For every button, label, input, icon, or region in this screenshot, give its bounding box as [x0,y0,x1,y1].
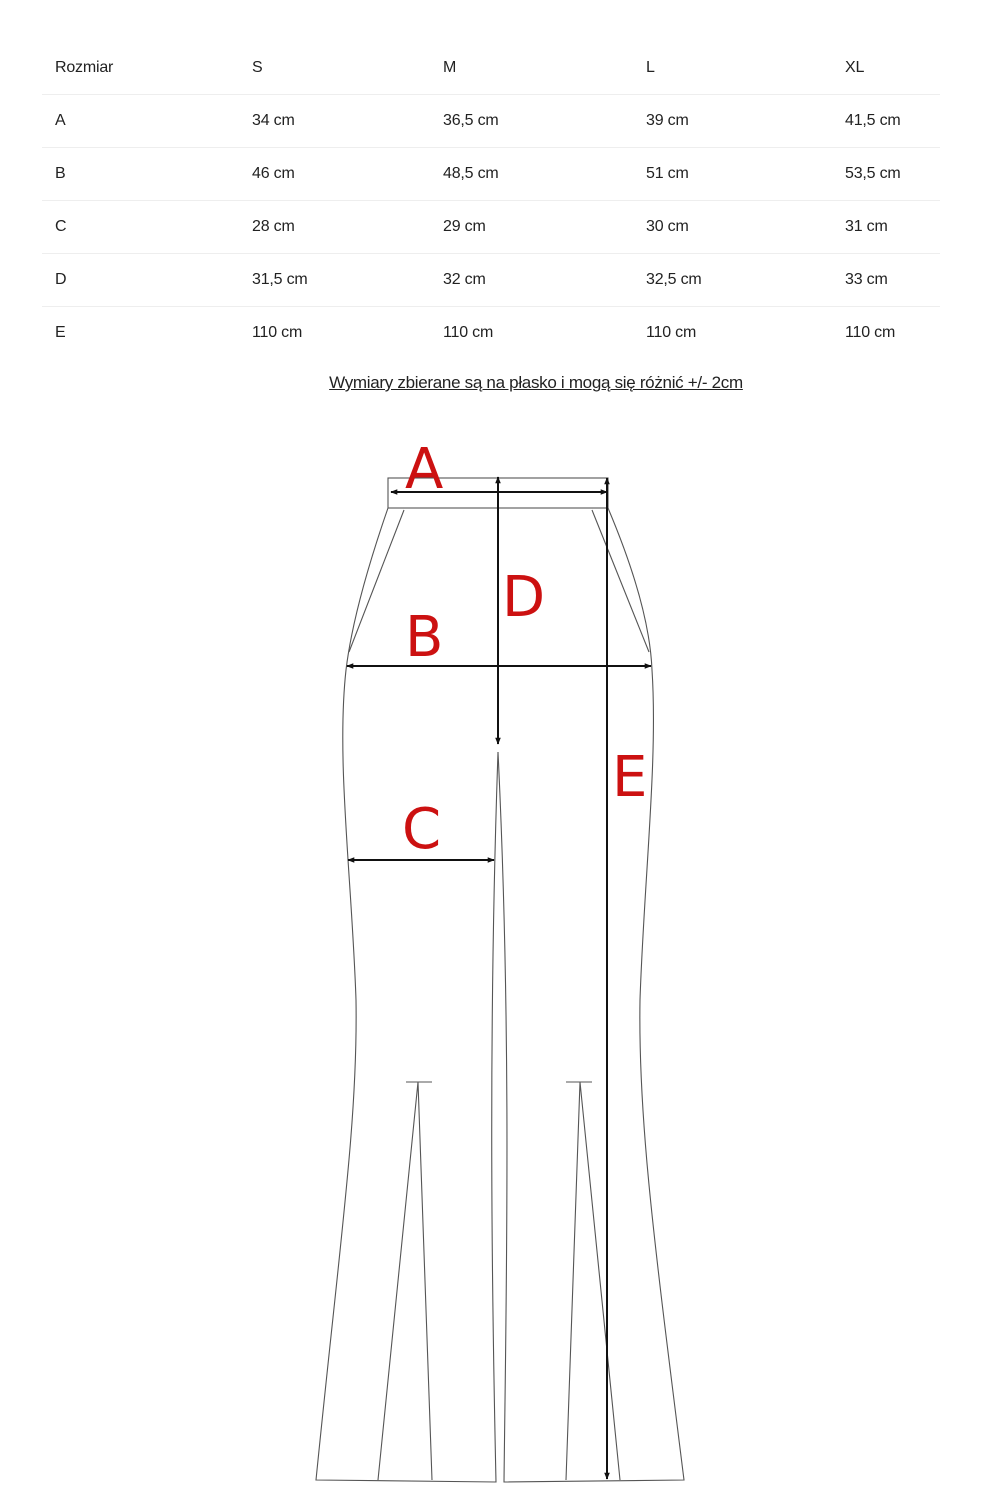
table-cell: 110 cm [443,324,494,341]
table-cell: 51 cm [633,148,832,201]
left-pocket [349,510,404,652]
table-cell: 31 cm [832,201,940,254]
table-cell: 32,5 cm [633,254,832,307]
table-cell: 53,5 cm [832,148,940,201]
table-cell: A [42,95,239,148]
measure-c-label: C [402,797,442,862]
table-cell: 31,5 cm [239,254,430,307]
header-cell: XL [832,42,940,95]
table-cell: C [42,201,239,254]
measurement-note: Wymiary zbierane są na płasko i mogą się różnić +/- 2cm [329,373,743,392]
table-cell: 34 cm [239,95,430,148]
right-pocket [592,510,649,652]
left-slit [378,1082,432,1480]
table-cell: 36,5 cm [430,95,633,148]
table-cell: B [42,148,239,201]
table-cell: 110 cm [845,324,896,341]
table-cell: 110 cm [252,324,303,341]
table-cell: 29 cm [430,201,633,254]
table-cell: 33 cm [832,254,940,307]
table-cell: 110 cm [646,324,697,341]
table-cell: 41,5 cm [832,95,940,148]
table-cell: 48,5 cm [430,148,633,201]
measure-b-label: B [405,605,444,670]
right-slit [566,1082,620,1480]
trousers-outline [316,478,684,1482]
measure-d-label: D [502,565,546,630]
table-cell: E [55,324,66,341]
header-cell: L [633,42,832,95]
header-cell: S [239,42,430,95]
table-cell: D [42,254,239,307]
table-cell: 32 cm [430,254,633,307]
header-cell: M [430,42,633,95]
table-cell: 28 cm [239,201,430,254]
table-cell: 39 cm [633,95,832,148]
table-cell: 46 cm [239,148,430,201]
measure-e-label: E [612,745,648,810]
header-cell: Rozmiar [42,42,239,95]
table-cell: 30 cm [633,201,832,254]
right-leg-outline [498,508,684,1482]
measure-a-label: A [405,437,444,502]
